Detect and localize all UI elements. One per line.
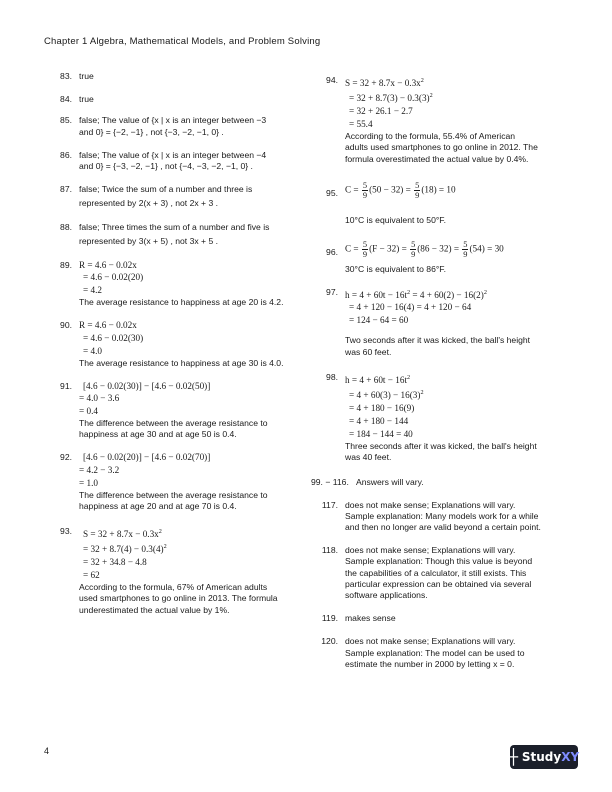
- fraction: $\frac{5}{9}$: [463, 240, 468, 260]
- fraction: $\frac{5}{9}$: [415, 180, 420, 200]
- left-column: [52, 71, 302, 616]
- answer-88: 88. false; Three times the sum of a number and five is represented by 3(x + 5) , not 3x + 5 .: [60, 221, 270, 246]
- answer-98: 98. $h = 4 + 60t - 16t^2$ = $4 + 60(3) - 16(3)^2$ = 4 + 180 − 16(9) = 4 + 180 − 144 = 184 − 144 = 40 Three seconds after it was kicked, the ball's height was 40 feet.: [326, 371, 537, 463]
- answer-86: 86. false; The value of {x | x is an integer between −4 and 0} = {−3, −2, −1} , not {−4, −3, −2, −1, 0} .: [60, 149, 267, 172]
- chapter-header: Chapter 1 Algebra, Mathematical Models, and Problem Solving: [44, 36, 321, 47]
- answer-95: 95. C = $\frac{5}{9}$ (50 − 32) = $\frac{5}{9}$ (18) = 10 10°C is equivalent to 50°F.: [326, 180, 456, 225]
- studyxy-logo[interactable]: ┼ Study XY: [510, 745, 578, 769]
- plus-icon: ┼: [508, 748, 518, 766]
- answer-118: 118. does not make sense; Explanations will vary. Sample explanation: Though this value is beyond the capabilities of a calculator, it still exists. This particular expression can be obtained via several software applications.: [321, 545, 533, 601]
- answer-91: 91. [4.6 − 0.02(30)] − [4.6 − 0.02(50)] = 4.0 − 3.6 = 0.4 The difference between the average resistance to happiness at age 30 and at age 50 is 0.4.: [60, 380, 268, 440]
- answer-117: 117. does not make sense; Explanations will vary. Sample explanation: Many models work for a while and then no longer are valid beyond a certain point.: [321, 499, 541, 533]
- answer-87: 87. false; Twice the sum of a number and three is represented by 2(x + 3) , not 2x + 3 .: [60, 184, 253, 209]
- right-column: [311, 75, 568, 670]
- answer-97: 97. $h = 4 + 60t - 16t^2 = 4 + 60(2) - 16(2)^2$ = 4 + 120 − 16(4) = 4 + 120 − 64 = 124 − 64 = 60 Two seconds after it was kicked, the ball's height was 60 feet.: [326, 287, 531, 357]
- answer-85: 85. false; The value of {x | x is an integer between −3 and 0} = {−2, −1} , not {−3, −2, −1, 0} .: [60, 115, 267, 137]
- answer-89: 89. R = 4.6 − 0.02x = 4.6 − 0.02(20) = 4.2 The average resistance to happiness at age 20 is 4.2.: [60, 260, 284, 308]
- answer-119: 119. makes sense: [321, 613, 396, 624]
- fraction: $\frac{5}{9}$: [411, 240, 416, 260]
- answer-99-116: 99. − 116. Answers will vary.: [311, 477, 424, 488]
- answer-83: 83. true: [60, 71, 94, 81]
- answer-94: 94. $S = 32 + 8.7x - 0.3x^2$ = $32 + 8.7(3) - 0.3(3)^2$ = 32 + 26.1 − 2.7 = 55.4 According to the formula, 55.4% of American adults used smartphones to go online in 2012. The formula overestimated the actual value by 0.4%.: [326, 75, 538, 164]
- page-number: 4: [44, 746, 50, 756]
- answer-84: 84. true: [60, 94, 94, 105]
- answer-90: 90. R = 4.6 − 0.02x = 4.6 − 0.02(30) = 4.0 The average resistance to happiness at age 30 is 4.0.: [60, 320, 284, 368]
- answer-120: 120. does not make sense; Explanations will vary. Sample explanation: The model can be used to estimate the number in 2000 by letting x = 0.: [321, 636, 525, 669]
- answer-96: 96. C = $\frac{5}{9}$ (F − 32) = $\frac{5}{9}$ (86 − 32) = $\frac{5}{9}$ (54) = 30 30°C is equivalent to 86°F.: [326, 240, 504, 275]
- answer-93: 93. $S = 32 + 8.7x - 0.3x^2$ = $32 + 8.7(4) - 0.3(4)^2$ = 32 + 34.8 − 4.8 = 62 According to the formula, 67% of American adults used smartphones to go online in 2013. The formula underestimated the actual value by 1%.: [60, 526, 278, 615]
- fraction: $\frac{5}{9}$: [362, 240, 368, 260]
- fraction: $\frac{5}{9}$: [362, 180, 368, 200]
- answer-92: 92. [4.6 − 0.02(20)] − [4.6 − 0.02(70)] = 4.2 − 3.2 = 1.0 The difference between the average resistance to happiness at age 20 and at age 70 is 0.4.: [60, 452, 268, 511]
